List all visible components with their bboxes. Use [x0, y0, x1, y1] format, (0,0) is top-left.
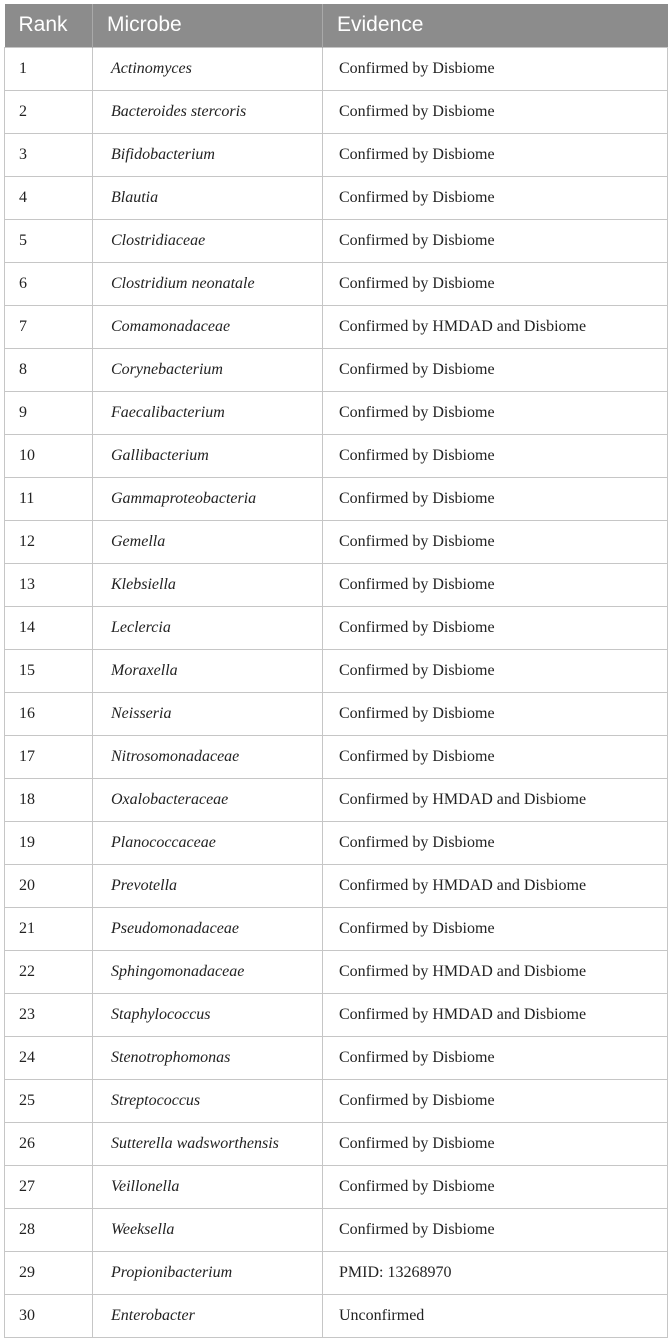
table-row: [5, 692, 668, 735]
microbe-cell: Nitrosomonadaceae: [93, 735, 323, 778]
table-row: [5, 1208, 668, 1251]
table-row: [5, 520, 668, 563]
evidence-cell: Confirmed by Disbiome: [323, 520, 668, 563]
microbe-cell: Enterobacter: [93, 1294, 323, 1337]
table-row: [5, 219, 668, 262]
table-row: [5, 348, 668, 391]
rank-cell: 6: [5, 262, 93, 305]
microbe-cell: Veillonella: [93, 1165, 323, 1208]
rank-cell: 17: [5, 735, 93, 778]
rank-cell: 4: [5, 176, 93, 219]
table-row: [5, 864, 668, 907]
table-row: [5, 735, 668, 778]
microbe-cell: Blautia: [93, 176, 323, 219]
evidence-cell: Confirmed by HMDAD and Disbiome: [323, 864, 668, 907]
rank-cell: 11: [5, 477, 93, 520]
evidence-cell: Confirmed by Disbiome: [323, 1165, 668, 1208]
evidence-cell: Confirmed by Disbiome: [323, 606, 668, 649]
microbe-cell: Moraxella: [93, 649, 323, 692]
rank-cell: 30: [5, 1294, 93, 1337]
table-row: [5, 391, 668, 434]
evidence-cell: Confirmed by Disbiome: [323, 477, 668, 520]
rank-cell: 24: [5, 1036, 93, 1079]
microbe-ranking-table: [4, 4, 668, 1338]
evidence-cell: Confirmed by Disbiome: [323, 563, 668, 606]
table-row: [5, 778, 668, 821]
rank-cell: 14: [5, 606, 93, 649]
microbe-cell: Bacteroides stercoris: [93, 90, 323, 133]
table-row: [5, 821, 668, 864]
microbe-cell: Sutterella wadsworthensis: [93, 1122, 323, 1165]
table-row: [5, 1251, 668, 1294]
table-row: [5, 649, 668, 692]
evidence-cell: Confirmed by HMDAD and Disbiome: [323, 778, 668, 821]
rank-cell: 23: [5, 993, 93, 1036]
rank-cell: 7: [5, 305, 93, 348]
microbe-cell: Neisseria: [93, 692, 323, 735]
header-microbe: Microbe: [93, 4, 323, 47]
header-rank: Rank: [5, 4, 93, 47]
rank-cell: 26: [5, 1122, 93, 1165]
table-row: [5, 563, 668, 606]
evidence-cell: Confirmed by Disbiome: [323, 1036, 668, 1079]
microbe-cell: Prevotella: [93, 864, 323, 907]
table-row: [5, 477, 668, 520]
header-row: [5, 4, 668, 47]
table-row: [5, 305, 668, 348]
evidence-cell: Confirmed by Disbiome: [323, 219, 668, 262]
evidence-cell: Confirmed by Disbiome: [323, 821, 668, 864]
microbe-cell: Bifidobacterium: [93, 133, 323, 176]
microbe-cell: Stenotrophomonas: [93, 1036, 323, 1079]
table-row: [5, 907, 668, 950]
evidence-cell: Confirmed by Disbiome: [323, 735, 668, 778]
microbe-cell: Oxalobacteraceae: [93, 778, 323, 821]
rank-cell: 12: [5, 520, 93, 563]
evidence-cell: Confirmed by Disbiome: [323, 47, 668, 90]
microbe-cell: Planococcaceae: [93, 821, 323, 864]
microbe-cell: Gammaproteobacteria: [93, 477, 323, 520]
evidence-cell: Confirmed by Disbiome: [323, 90, 668, 133]
rank-cell: 13: [5, 563, 93, 606]
evidence-cell: Confirmed by HMDAD and Disbiome: [323, 993, 668, 1036]
table-row: [5, 606, 668, 649]
evidence-cell: Confirmed by HMDAD and Disbiome: [323, 305, 668, 348]
evidence-cell: PMID: 13268970: [323, 1251, 668, 1294]
evidence-cell: Confirmed by Disbiome: [323, 1208, 668, 1251]
microbe-cell: Leclercia: [93, 606, 323, 649]
rank-cell: 18: [5, 778, 93, 821]
evidence-cell: Confirmed by Disbiome: [323, 1079, 668, 1122]
table-row: [5, 1036, 668, 1079]
evidence-cell: Confirmed by Disbiome: [323, 176, 668, 219]
microbe-cell: Clostridiaceae: [93, 219, 323, 262]
table-row: [5, 133, 668, 176]
evidence-cell: Confirmed by Disbiome: [323, 262, 668, 305]
rank-cell: 16: [5, 692, 93, 735]
table-body: [5, 47, 668, 1337]
table-row: [5, 176, 668, 219]
table-row: [5, 90, 668, 133]
microbe-cell: Klebsiella: [93, 563, 323, 606]
evidence-cell: Confirmed by Disbiome: [323, 907, 668, 950]
microbe-cell: Streptococcus: [93, 1079, 323, 1122]
rank-cell: 25: [5, 1079, 93, 1122]
microbe-cell: Sphingomonadaceae: [93, 950, 323, 993]
table-row: [5, 950, 668, 993]
rank-cell: 3: [5, 133, 93, 176]
table-row: [5, 434, 668, 477]
table-row: [5, 1294, 668, 1337]
microbe-ranking-table-container: [4, 4, 667, 1338]
microbe-cell: Faecalibacterium: [93, 391, 323, 434]
evidence-cell: Confirmed by Disbiome: [323, 391, 668, 434]
rank-cell: 29: [5, 1251, 93, 1294]
microbe-cell: Actinomyces: [93, 47, 323, 90]
evidence-cell: Confirmed by Disbiome: [323, 692, 668, 735]
rank-cell: 27: [5, 1165, 93, 1208]
rank-cell: 1: [5, 47, 93, 90]
rank-cell: 22: [5, 950, 93, 993]
microbe-cell: Weeksella: [93, 1208, 323, 1251]
table-header: [5, 4, 668, 47]
table-row: [5, 993, 668, 1036]
table-row: [5, 1122, 668, 1165]
microbe-cell: Propionibacterium: [93, 1251, 323, 1294]
evidence-cell: Confirmed by Disbiome: [323, 649, 668, 692]
table-row: [5, 47, 668, 90]
microbe-cell: Comamonadaceae: [93, 305, 323, 348]
table-row: [5, 1165, 668, 1208]
header-evidence: Evidence: [323, 4, 668, 47]
microbe-cell: Gemella: [93, 520, 323, 563]
table-row: [5, 1079, 668, 1122]
rank-cell: 5: [5, 219, 93, 262]
rank-cell: 8: [5, 348, 93, 391]
rank-cell: 9: [5, 391, 93, 434]
microbe-cell: Gallibacterium: [93, 434, 323, 477]
evidence-cell: Confirmed by Disbiome: [323, 1122, 668, 1165]
rank-cell: 10: [5, 434, 93, 477]
evidence-cell: Confirmed by Disbiome: [323, 133, 668, 176]
microbe-cell: Pseudomonadaceae: [93, 907, 323, 950]
rank-cell: 21: [5, 907, 93, 950]
microbe-cell: Staphylococcus: [93, 993, 323, 1036]
evidence-cell: Confirmed by HMDAD and Disbiome: [323, 950, 668, 993]
evidence-cell: Unconfirmed: [323, 1294, 668, 1337]
rank-cell: 28: [5, 1208, 93, 1251]
rank-cell: 20: [5, 864, 93, 907]
rank-cell: 19: [5, 821, 93, 864]
rank-cell: 2: [5, 90, 93, 133]
microbe-cell: Corynebacterium: [93, 348, 323, 391]
microbe-cell: Clostridium neonatale: [93, 262, 323, 305]
table-row: [5, 262, 668, 305]
evidence-cell: Confirmed by Disbiome: [323, 348, 668, 391]
rank-cell: 15: [5, 649, 93, 692]
evidence-cell: Confirmed by Disbiome: [323, 434, 668, 477]
